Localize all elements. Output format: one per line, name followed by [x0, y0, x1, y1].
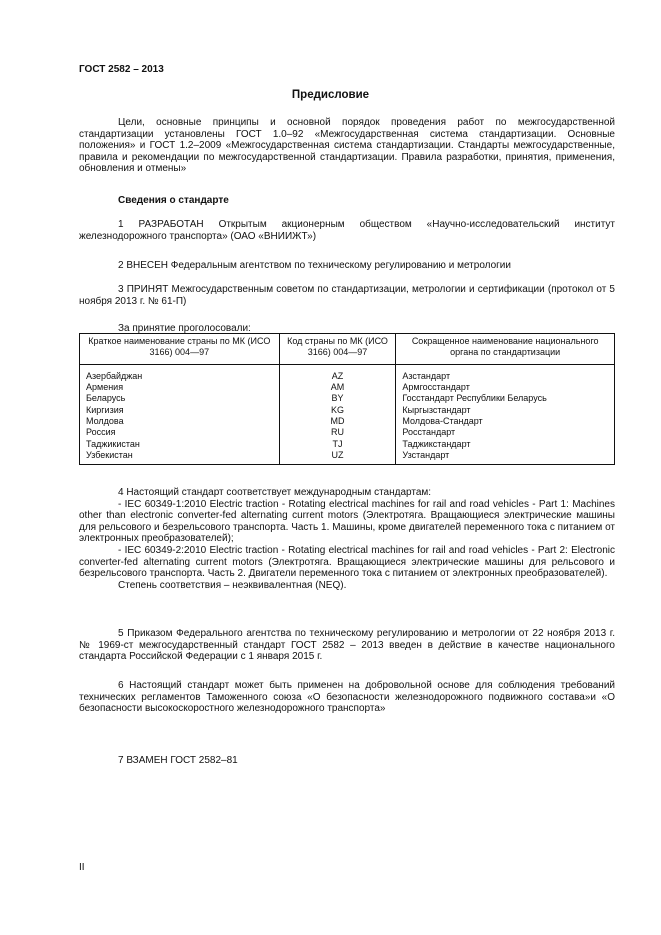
section-heading: Сведения о стандарте: [118, 195, 229, 206]
code-cell: RU: [279, 427, 396, 438]
intro-paragraph: Цели, основные принципы и основной порядок проведения работ по межгосударственной стандартизации установлены ГОСТ 1.0–92 «Межгосударственная система стандартизации. Основные положения» и ГОСТ 1.2–2009 «Межгосударственная система стандартизации. Стандарты межгосударственные, правила и рекомендации по межгосударственной стандартизации. Правила разработки, принятия, применения, обновления и отмены»: [79, 117, 615, 175]
code-cell: BY: [279, 393, 396, 404]
item-adopted: 3 ПРИНЯТ Межгосударственным советом по стандартизации, метрологии и сертификации (протокол от 5 ноября 2013 г. № 61-П): [79, 284, 615, 307]
voted-label: За принятие проголосовали:: [118, 323, 251, 334]
country-cell: Таджикистан: [80, 439, 280, 450]
item-international-standards: [79, 487, 615, 591]
country-cell: Россия: [80, 427, 280, 438]
item-order: 5 Приказом Федерального агентства по техническому регулированию и метрологии от 22 ноября 2013 г. № 1969-ст межгосударственный стандарт ГОСТ 2582 – 2013 введен в действие в качестве национального стандарта Российской Федерации с 1 января 2015 г.: [79, 628, 615, 663]
intl-standard-1: - IEC 60349-1:2010 Electric traction - Rotating electrical machines for rail and road vehicles - Part 1: Machines other than electronic converter-fed alternating current motors (Электротяга. Вращающиеся электрические машины для рельсового и безрельсового транспорта. Часть 1. Машины, кроме двигателей переменного тока с питанием от электронных преобразователей);: [79, 498, 615, 545]
country-cell: Узбекистан: [80, 450, 280, 464]
table-row: [80, 450, 615, 464]
code-cell: TJ: [279, 439, 396, 450]
table-header-row: [80, 334, 615, 365]
table-row: [80, 382, 615, 393]
page-number: II: [79, 862, 85, 873]
intl-standard-2: - IEC 60349-2:2010 Electric traction - Rotating electrical machines for rail and road vehicles - Part 2: Electronic converter-fed alternating current motors (Электротяга. Вращающиеся электрические машины для рельсового и безрельсового транспорта. Часть 2. Двигатели переменного тока с питанием от электронных преобразователей).: [79, 544, 615, 580]
column-header-code: Код страны по МК (ИСО 3166) 004—97: [279, 334, 396, 365]
voting-table: [79, 333, 615, 465]
item-voluntary: 6 Настоящий стандарт может быть применен на добровольной основе для соблюдения требований технических регламентов Таможенного союза «О безопасности железнодорожного подвижного состава»и «О безопасности высокоскоростного железнодорожного транспорта»: [79, 680, 615, 715]
intl-intro: 4 Настоящий стандарт соответствует международным стандартам:: [118, 487, 432, 498]
conformity-degree: Степень соответствия – неэквивалентная (NEQ).: [118, 579, 347, 591]
item-introduced: 2 ВНЕСЕН Федеральным агентством по техническому регулированию и метрологии: [118, 260, 511, 271]
body-cell: Азстандарт: [396, 365, 615, 382]
body-cell: Армгосстандарт: [396, 382, 615, 393]
item-developed: 1 РАЗРАБОТАН Открытым акционерным обществом «Научно-исследовательский институт железнодорожного транспорта» (ОАО «ВНИИЖТ»): [79, 219, 615, 242]
country-cell: Киргизия: [80, 405, 280, 416]
country-cell: Азербайджан: [80, 365, 280, 382]
table-row: [80, 393, 615, 404]
code-cell: UZ: [279, 450, 396, 464]
table-row: [80, 405, 615, 416]
body-cell: Таджикстандарт: [396, 439, 615, 450]
table-row: [80, 365, 615, 382]
country-cell: Армения: [80, 382, 280, 393]
body-cell: Узстандарт: [396, 450, 615, 464]
body-cell: Молдова-Стандарт: [396, 416, 615, 427]
page-title: Предисловие: [291, 89, 370, 101]
code-cell: AZ: [279, 365, 396, 382]
item-replaces: 7 ВЗАМЕН ГОСТ 2582–81: [118, 755, 238, 766]
table-row: [80, 439, 615, 450]
country-cell: Беларусь: [80, 393, 280, 404]
code-cell: KG: [279, 405, 396, 416]
body-cell: Кыргызстандарт: [396, 405, 615, 416]
code-cell: MD: [279, 416, 396, 427]
country-cell: Молдова: [80, 416, 280, 427]
body-cell: Росстандарт: [396, 427, 615, 438]
code-cell: AM: [279, 382, 396, 393]
standard-code: ГОСТ 2582 – 2013: [79, 64, 164, 75]
table-row: [80, 427, 615, 438]
column-header-body: Сокращенное наименование национального органа по стандартизации: [396, 334, 615, 365]
body-cell: Госстандарт Республики Беларусь: [396, 393, 615, 404]
column-header-country: Краткое наименование страны по МК (ИСО 3166) 004—97: [80, 334, 280, 365]
table-row: [80, 416, 615, 427]
